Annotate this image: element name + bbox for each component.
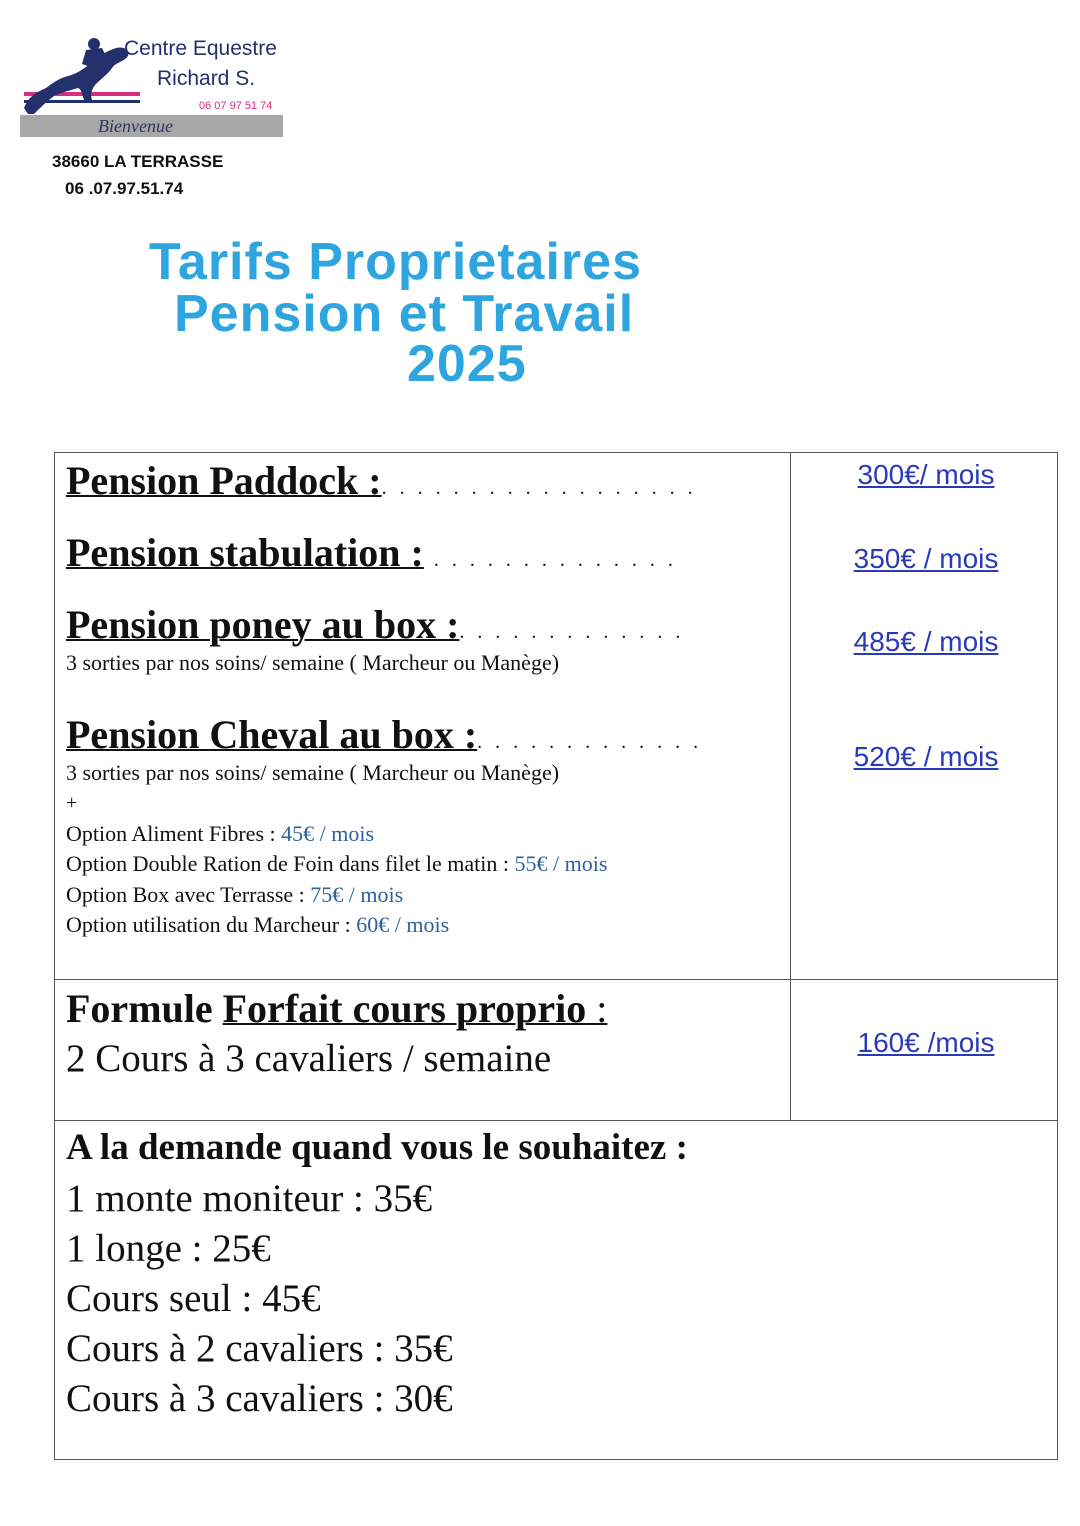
forfait-detail: 2 Cours à 3 cavaliers / semaine — [66, 1037, 552, 1080]
demand-item: Cours à 3 cavaliers : 30€ — [66, 1377, 453, 1420]
option-foin: Option Double Ration de Foin dans filet le matin : 55€ / mois — [66, 851, 608, 876]
address: 38660 LA TERRASSE — [52, 152, 224, 171]
forfait-title: Formule Forfait cours proprio : — [66, 986, 608, 1031]
pension-cheval-note: 3 sorties par nos soins/ semaine ( Marcheur ou Manège) — [66, 760, 560, 785]
pension-poney-title: Pension poney au box :. . . . . . . . . . . . . — [66, 602, 685, 647]
forfait-price[interactable]: 160€ /mois — [857, 1027, 995, 1058]
pension-cheval-title: Pension Cheval au box :. . . . . . . . . . . . . — [66, 712, 703, 757]
title-line-2: Pension et Travail — [174, 285, 635, 343]
logo — [20, 34, 286, 140]
demand-item: 1 monte moniteur : 35€ — [66, 1177, 433, 1220]
pension-paddock-title: Pension Paddock :. . . . . . . . . . . . . . . . . . — [66, 458, 697, 503]
logo-line-2: Richard S. — [157, 67, 256, 90]
pricing-table — [54, 452, 1058, 1460]
pension-cheval-price[interactable]: 520€ / mois — [853, 741, 999, 772]
logo-phone: 06 07 97 51 74 — [199, 100, 273, 112]
pension-paddock-price[interactable]: 300€/ mois — [857, 459, 995, 490]
options-plus: + — [66, 792, 78, 814]
row-divider — [55, 979, 1057, 980]
demand-item: 1 longe : 25€ — [66, 1227, 271, 1270]
option-marcheur: Option utilisation du Marcheur : 60€ / mois — [66, 912, 450, 937]
pension-poney-note: 3 sorties par nos soins/ semaine ( Marcheur ou Manège) — [66, 650, 560, 675]
pension-stabulation-price[interactable]: 350€ / mois — [853, 543, 999, 574]
demand-title: A la demande quand vous le souhaitez : — [66, 1127, 688, 1168]
horse-rider-icon — [20, 34, 140, 116]
demand-item: Cours seul : 45€ — [66, 1277, 321, 1320]
row-divider — [55, 1120, 1057, 1121]
column-divider — [790, 453, 791, 1120]
title-line-1: Tarifs Proprietaires — [149, 233, 643, 291]
option-terrasse: Option Box avec Terrasse : 75€ / mois — [66, 882, 404, 907]
title-year: 2025 — [407, 335, 527, 393]
phone-number: 06 .07.97.51.74 — [65, 179, 184, 198]
pension-poney-price[interactable]: 485€ / mois — [853, 626, 999, 657]
demand-item: Cours à 2 cavaliers : 35€ — [66, 1327, 453, 1370]
pension-stabulation-title: Pension stabulation : . . . . . . . . . . . . . . — [66, 530, 677, 575]
logo-welcome: Bienvenue — [98, 116, 173, 136]
option-aliment: Option Aliment Fibres : 45€ / mois — [66, 821, 375, 846]
logo-line-1: Centre Equestre — [124, 37, 277, 60]
